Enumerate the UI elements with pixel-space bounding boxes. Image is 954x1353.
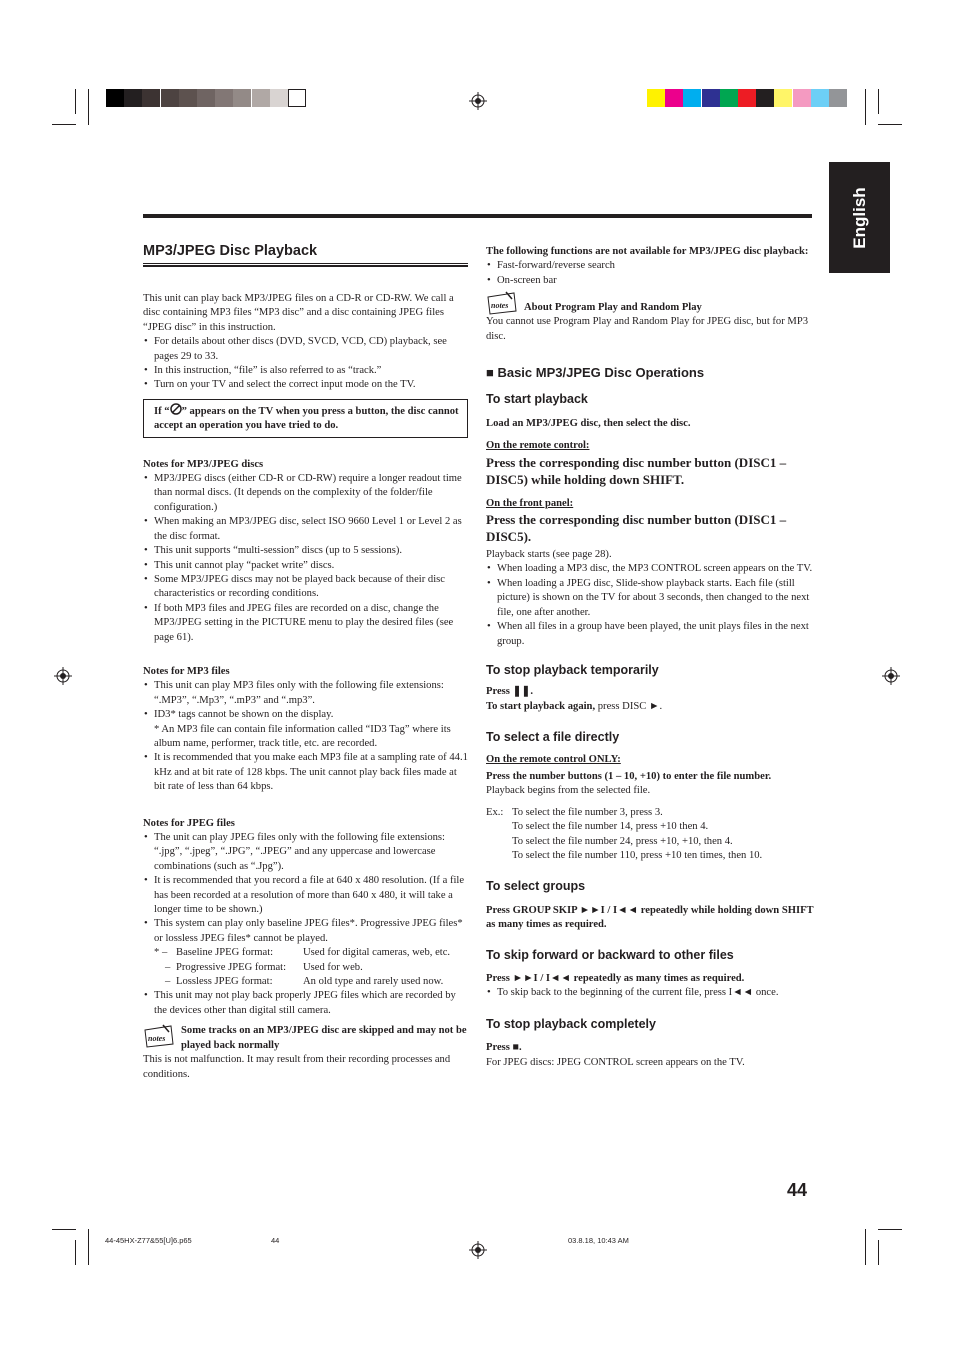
color-swatch bbox=[106, 89, 124, 107]
footer-page: 44 bbox=[271, 1236, 280, 1245]
list-item: • In this instruction, “file” is also referred to as “track.” bbox=[143, 364, 468, 378]
jpeg-format-table: * – Baseline JPEG format: Used for digital cameras, web, etc. – Progressive JPEG format: Used for web. – Lossless JPEG format: An old type and rarely used now. bbox=[154, 947, 451, 988]
color-swatch bbox=[811, 89, 829, 107]
color-swatch bbox=[665, 89, 683, 107]
color-swatch bbox=[683, 89, 701, 107]
about-text: You cannot use Program Play and Random Play for JPEG disc, but for MP3 disc. bbox=[486, 316, 809, 342]
color-swatch bbox=[647, 89, 665, 107]
color-swatch bbox=[720, 89, 738, 107]
top-rule bbox=[143, 214, 812, 218]
color-swatch bbox=[793, 89, 811, 107]
list-item: • This system can play only baseline JPEG files*. Progressive JPEG files* or lossless JPEG files* cannot be played. bbox=[143, 917, 468, 946]
crop-mark bbox=[865, 1229, 866, 1265]
crop-mark bbox=[878, 124, 902, 125]
color-swatch bbox=[252, 89, 270, 107]
crop-mark bbox=[88, 1229, 89, 1265]
crop-mark bbox=[88, 89, 89, 125]
list-item: • This unit cannot play “packet write” discs. bbox=[143, 559, 468, 573]
notes-mp3-title: Notes for MP3 files bbox=[143, 665, 230, 677]
list-item: • It is recommended that you record a file at 640 x 480 resolution. (If a file has been recorded at a resolution of more than 640 x 480, it will take a longer time to be shown.) bbox=[143, 874, 468, 917]
notes-discs-title: Notes for MP3/JPEG discs bbox=[143, 458, 264, 470]
color-swatch bbox=[215, 89, 233, 107]
select-title: To select a file directly bbox=[486, 730, 620, 745]
list-item: • ID3* tags cannot be shown on the display. bbox=[143, 708, 468, 722]
prohibited-icon bbox=[170, 403, 182, 415]
intro-text: This unit can play back MP3/JPEG files on a CD-R or CD-RW. We call a disc containing MP3 files “MP3 disc” and a disc containing JPEG files “JPEG disc” in this instruction. bbox=[143, 293, 454, 333]
color-swatch bbox=[288, 89, 306, 107]
crop-mark bbox=[75, 89, 76, 114]
color-swatch bbox=[197, 89, 215, 107]
list-item: • MP3/JPEG discs (either CD-R or CD-RW) require a longer readout time than normal discs. (It depends on the complexity of the folder/file configuration.) bbox=[143, 472, 468, 515]
crop-mark bbox=[878, 89, 879, 114]
list-item: • The unit can play JPEG files only with the following file extensions: “.jpg”, “.jpeg”, “.JPG”, “.JPEG” and any uppercase and lowercase combinations (such as “.Jpg”). bbox=[143, 831, 468, 874]
footnote: * An MP3 file can contain file information called “ID3 Tag” where its album name, performer, track title, etc. are recorded. bbox=[154, 723, 451, 749]
list-item: • Fast-forward/reverse search bbox=[486, 259, 814, 273]
pause-title: To stop playback temporarily bbox=[486, 662, 659, 677]
list-item: • For details about other discs (DVD, SVCD, VCD, CD) playback, see pages 29 to 33. bbox=[143, 335, 468, 364]
start-title: To start playback bbox=[486, 392, 588, 407]
crop-mark bbox=[878, 1240, 879, 1265]
list-item: • Turn on your TV and select the correct input mode on the TV. bbox=[143, 378, 468, 392]
crop-mark bbox=[52, 124, 76, 125]
notes-discs-list bbox=[143, 472, 468, 645]
list-item: • To skip back to the beginning of the current file, press I◄◄ once. bbox=[486, 986, 814, 1000]
svg-text:notes: notes bbox=[491, 301, 509, 311]
page-number: 44 bbox=[787, 1180, 808, 1200]
section-title: MP3/JPEG Disc Playback bbox=[143, 243, 468, 264]
start-list bbox=[486, 562, 814, 648]
ops-title: ■ Basic MP3/JPEG Disc Operations bbox=[486, 365, 705, 381]
crop-mark bbox=[865, 89, 866, 125]
color-swatch bbox=[270, 89, 288, 107]
unavailable-title: The following functions are not available for MP3/JPEG disc playback: bbox=[486, 246, 809, 257]
footer-file: 44-45HX-Z77&55[U]6.p65 bbox=[105, 1236, 192, 1245]
color-swatch bbox=[233, 89, 251, 107]
unavailable-list bbox=[486, 259, 814, 288]
right-column: The following functions are not available for MP3/JPEG disc playback: • Fast-forward/reverse search • On-screen bar notes About Program Play and Random Play You cannot use Program Play and Random Play for JPEG disc, but for MP3 disc. ■ Basic MP3/JPEG Disc Operations To start playback Load an MP3/JPEG disc, then select the disc. On the remote control: Press the corresponding disc number button (DISC1 – DISC5) while holding down SHIFT. On the front panel: Press the corresponding disc number button (DISC1 – DISC5). Playback starts (see page 28). • When loading a MP3 disc, the MP3 CONTROL screen appears on the TV. • When loading a JPEG disc, Slide-show playback starts. Each file (still picture) is shown on the TV for about 3 seconds, then changed to the next file, one after another. • When all files in a group have been played, the unit plays files in the next group. To stop playback temporarily Press ❚❚. To start playback again, press DISC ►. To select a file directly On the remote control ONLY: Press the number buttons (1 – 10, +10) to enter the file number. Playback begins from the selected file. Ex.: To select the file number 3, press 3. To select the file number 14, press +10 then 4. To select the file number 24, press +10, +10, then 4. To select the file number 110, press +10 ten times, then 10. To select groups Press GROUP SKIP ►►I / I◄◄ repeatedly while holding down SHIFT as many times as required. To skip forward or backward to other files Press ►►I / I◄◄ repeatedly as many times as required. • To skip back to the beginning of the current file, press I◄◄ once. To stop playback completely Press ■. For JPEG discs: JPEG CONTROL screen appears on the TV. bbox=[486, 243, 814, 1070]
footer-date: 03.8.18, 10:43 AM bbox=[568, 1236, 629, 1245]
crop-mark bbox=[75, 1240, 76, 1265]
list-item: • This unit can play MP3 files only with the following file extensions: “.MP3”, “.Mp3”, “.mP3” and “.mp3”. bbox=[143, 679, 468, 708]
color-swatch bbox=[179, 89, 197, 107]
language-tab: English bbox=[829, 162, 890, 273]
list-item: • When loading a MP3 disc, the MP3 CONTROL screen appears on the TV. bbox=[486, 562, 814, 576]
list-item: • Some MP3/JPEG discs may not be played back because of their disc characteristics or recording conditions. bbox=[143, 573, 468, 602]
color-swatch bbox=[124, 89, 142, 107]
crop-mark bbox=[878, 1229, 902, 1230]
list-item: • This unit supports “multi-session” discs (up to 5 sessions). bbox=[143, 544, 468, 558]
registration-target-icon bbox=[469, 1241, 487, 1259]
color-swatch bbox=[161, 89, 179, 107]
color-swatch bbox=[702, 89, 720, 107]
examples: Ex.: To select the file number 3, press 3. To select the file number 14, press +10 then 4. To select the file number 24, press +10, +10, then 4. To select the file number 110, press +10 ten times, then 10. bbox=[486, 806, 763, 861]
registration-target-icon bbox=[54, 667, 72, 685]
warning-box: If “ ” appears on the TV when you press a button, the disc cannot accept an operation you have tried to do. bbox=[143, 399, 468, 438]
notes-mp3-list bbox=[143, 679, 468, 722]
about-note: notes About Program Play and Random Play bbox=[486, 291, 814, 315]
list-item: • When making an MP3/JPEG disc, select ISO 9660 Level 1 or Level 2 as the disc format. bbox=[143, 515, 468, 544]
color-swatch bbox=[829, 89, 847, 107]
notes-jpeg-title: Notes for JPEG files bbox=[143, 817, 235, 829]
stop-title: To stop playback completely bbox=[486, 1016, 656, 1031]
groups-title: To select groups bbox=[486, 879, 586, 894]
color-swatch bbox=[142, 89, 160, 107]
list-item: • When loading a JPEG disc, Slide-show playback starts. Each file (still picture) is shown on the TV for about 3 seconds, then changed to the next file, one after another. bbox=[486, 577, 814, 620]
left-column bbox=[143, 243, 468, 1082]
color-swatch bbox=[738, 89, 756, 107]
notes-jpeg-list bbox=[143, 831, 468, 946]
list-item: • It is recommended that you make each MP3 file at a sampling rate of 44.1 kHz and at bit rate of 128 kbps. The unit cannot play back files made at bit rate of less than 64 kbps. bbox=[143, 751, 468, 794]
svg-text:notes: notes bbox=[148, 1034, 166, 1044]
list-item: • On-screen bar bbox=[486, 274, 814, 288]
skip-note: notes Some tracks on an MP3/JPEG disc are skipped and may not be played back normally bbox=[143, 1024, 468, 1053]
list-item: • This unit may not play back properly JPEG files which are recorded by the devices other than digital still camera. bbox=[143, 989, 468, 1018]
intro-list bbox=[143, 335, 468, 393]
crop-mark bbox=[52, 1229, 76, 1230]
registration-target-icon bbox=[469, 92, 487, 110]
skip-note-text: This is not malfunction. It may result from their recording processes and conditions. bbox=[143, 1054, 451, 1080]
notes-icon bbox=[486, 291, 518, 315]
skip-title: To skip forward or backward to other files bbox=[486, 947, 734, 962]
list-item: • When all files in a group have been played, the unit plays files in the next group. bbox=[486, 620, 814, 649]
list-item: • If both MP3 files and JPEG files are recorded on a disc, change the MP3/JPEG setting in the PICTURE menu to play the desired files (see page 61). bbox=[143, 602, 468, 645]
notes-icon bbox=[143, 1024, 175, 1048]
color-swatch bbox=[756, 89, 774, 107]
registration-target-icon bbox=[882, 667, 900, 685]
color-swatch bbox=[774, 89, 792, 107]
